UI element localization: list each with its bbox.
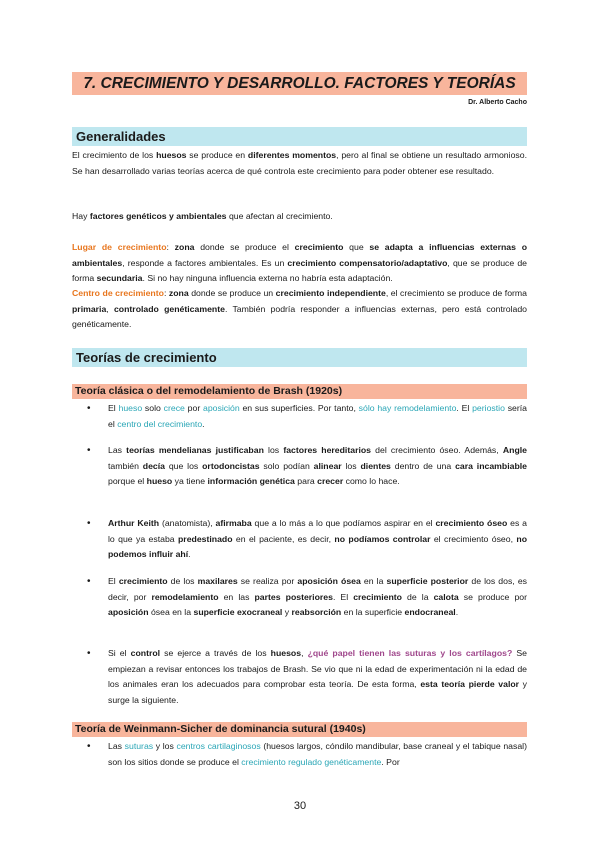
list-item-brash-5: Si el control se ejerce a través de los huesos, ¿qué papel tienen las suturas y los cartílagos? Se empiezan a revisar entonces los trabajos de Brash. Se vio que ni la edad de experimentación ni la edad de los animales eran los adecuados para comprobar esta teoría. De esta forma, esta teoría pierde valor y surge la siguiente.: [108, 648, 528, 705]
list-item-brash-4: El crecimiento de los maxilares se realiza por aposición ósea en la superficie posterior de los dos, es decir, por remodelamiento en las partes posteriores. El crecimiento de la calota se produce por aposición ósea en la superficie exocraneal y reabsorción en la superficie endocraneal.: [108, 576, 528, 617]
paragraph-factores: Hay factores genéticos y ambientales que afectan al crecimiento.: [72, 211, 333, 221]
bullet: •: [87, 576, 91, 587]
section-heading-brash: Teoría clásica o del remodelamiento de Brash (1920s): [72, 384, 527, 399]
list-item-brash-2: Las teorías mendelianas justificaban los factores hereditarios del crecimiento óseo. Además, Angle también decía que los ortodoncistas solo podían alinear los dientes dentro de una cara incambiable porque el hueso ya tiene información genética para crecer como lo hace.: [108, 445, 528, 486]
list-item-brash-1: El hueso solo crece por aposición en sus superficies. Por tanto, sólo hay remodelamiento. El periostio sería el centro del crecimiento.: [108, 403, 528, 429]
section-heading-teorias: Teorías de crecimiento: [72, 348, 527, 367]
bullet: •: [87, 445, 91, 456]
section-heading-generalidades: Generalidades: [72, 127, 527, 146]
bullet: •: [87, 648, 91, 659]
bullet: •: [87, 741, 91, 752]
bullet: •: [87, 403, 91, 414]
centro-label: Centro de crecimiento: [72, 288, 164, 298]
page-number: 30: [293, 800, 307, 812]
paragraph-intro: El crecimiento de los huesos se produce en diferentes momentos, pero al final se obtiene un resultado armonioso. Se han desarrollado varias teorías acerca de qué controla este crecimiento para poder obtener ese resultado.: [72, 150, 527, 176]
question-highlight: ¿qué papel tienen las suturas y los cartílagos?: [307, 648, 513, 658]
bullet: •: [87, 518, 91, 529]
paragraph-lugar: Lugar de crecimiento: zona donde se produce el crecimiento que se adapta a influencias externas o ambientales, responde a factores ambientales. Es un crecimiento compensatorio/adaptativo, que se produce de forma secundaria. Si no hay ninguna influencia externa no habría esta adaptación.: [72, 242, 527, 283]
list-item-brash-3: Arthur Keith (anatomista), afirmaba que a lo más a lo que podíamos aspirar en el crecimiento óseo es a lo que ya estaba predestinado en el paciente, es decir, no podíamos controlar el crecimiento óseo, no podemos influir ahí.: [108, 518, 528, 559]
author: Dr. Alberto Cacho: [468, 99, 527, 106]
page-title: 7. CRECIMIENTO Y DESARROLLO. FACTORES Y TEORÍAS: [83, 75, 516, 92]
paragraph-centro: Centro de crecimiento: zona donde se produce un crecimiento independiente, el crecimiento se produce de forma primaria, controlado genéticamente. También podría responder a influencias externas, pero está controlado genéticamente.: [72, 288, 528, 329]
section-heading-weinmann: Teoría de Weinmann-Sicher de dominancia sutural (1940s): [72, 722, 527, 737]
lugar-label: Lugar de crecimiento: [72, 242, 167, 252]
list-item-weinmann-1: Las suturas y los centros cartilaginosos (huesos largos, cóndilo mandibular, base craneal y el tabique nasal) son los sitios donde se produce el crecimiento regulado genéticamente. Por: [108, 741, 527, 767]
